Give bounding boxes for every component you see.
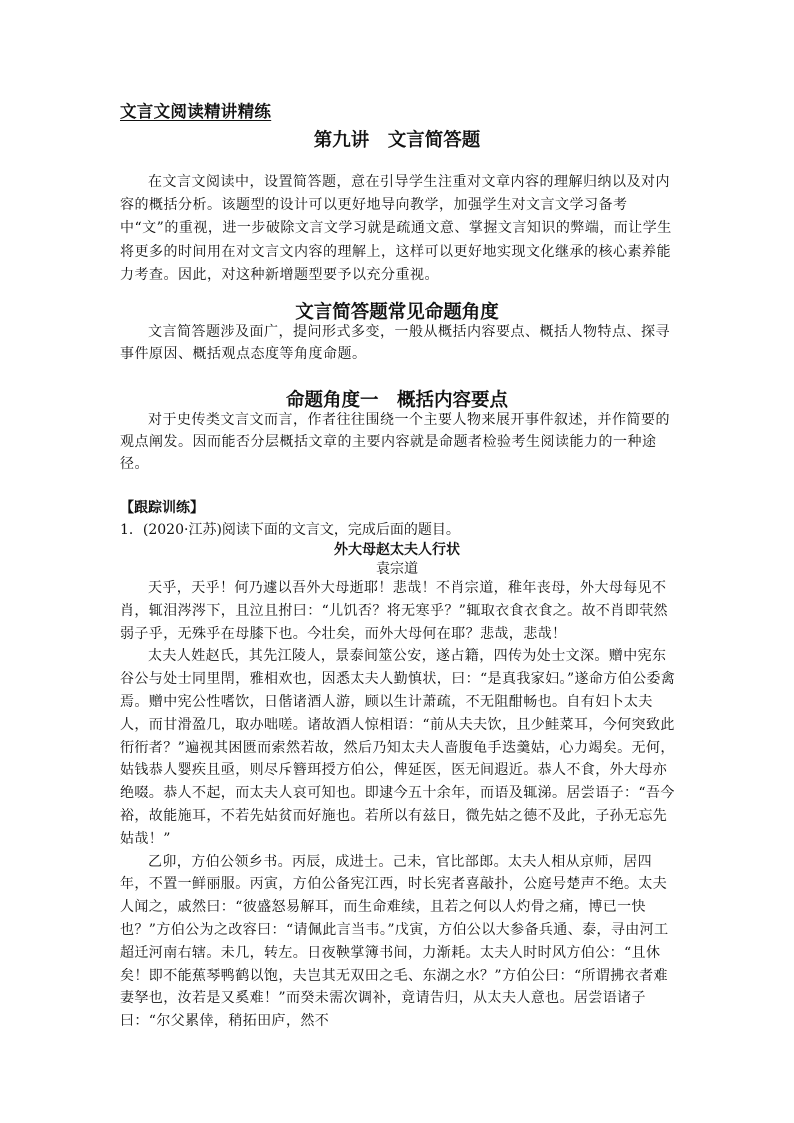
passage-paragraph: 乙卯，方伯公领乡书。丙辰，成进士。己未，官比部郎。太夫人相从京师，居四年，不置一鲜丽服。丙寅，方伯公备宪江西，时长宪者喜敲扑，公庭号楚声不绝。太夫人闻之，戚然曰：“彼盛怒易解耳，而生命难续，且若之何以人灼骨之痛，博已一快也？”方伯公为之改容曰：“请佩此言当韦。”戊寅，方伯公以大参备兵通、泰，寻由河工超迁河南右辖。未几，转左。日夜鞅掌簿书间，力渐耗。太夫人时时风方伯公：“且休矣！即不能蕉琴鸭鹤以饱，夫岂其无双田之毛、东湖之水？”方伯公曰：“所谓拂衣者难妻孥也，汝若是又奚难！”而癸未需次调补，竟请告归，从太夫人意也。居尝语诸子曰：“尔父累倖，稍拓田庐，然不 [120, 853, 669, 1030]
intro-paragraph [120, 171, 680, 287]
section-paragraph [120, 321, 680, 365]
practice-label: 【跟踪训练】 [120, 500, 204, 516]
intro-text: 在文言文阅读中，设置简答题，意在引导学生注重对文章内容的理解归纳以及对内容的概括分析。该题型的设计可以更好地导向教学，加强学生对文言文学习备考中“文”的重视，进一步破除文言文学习就是疏通文意、掌握文言知识的弊端，而让学生将更多的时间用在对文言文内容的理解上，这样可以更好地实现文化继承的核心素养能力考查。因此，对这种新增题型要予以充分重视。 [120, 174, 672, 283]
passage-body [120, 577, 680, 1033]
series-title: 文言文阅读精讲精练 [120, 102, 272, 121]
angle1-paragraph [120, 409, 680, 476]
lecture-title: 第九讲 文言简答题 [313, 130, 481, 151]
question-line: 1．(2020·江苏)阅读下面的文言文，完成后面的题目。 [120, 522, 460, 538]
passage-title: 外大母赵太夫人行状 [334, 542, 460, 558]
angle1-heading: 命题角度一 概括内容要点 [285, 390, 508, 411]
passage-paragraph: 天乎，天乎！何乃遽以吾外大母逝耶！悲哉！不肖宗道，稚年丧母，外大母每见不肖，辄泪涔涔下，且泣且拊曰：“儿饥否？将无寒乎？”辄取衣食衣食之。故不肖即茕然弱子乎，无殊乎在母膝下也。今壮矣，而外大母何在耶？悲哉，悲哉！ [120, 580, 668, 642]
section-heading: 文言简答题常见命题角度 [295, 302, 499, 323]
passage-paragraph: 太夫人姓赵氏，其先江陵人，景泰间筮公安，遂占籍，四传为处士文深。赠中宪东谷公与处士同里閈，雅相欢也，因悉太夫人勤慎状，曰：“是真我家妇。”遂命方伯公委禽焉。赠中宪公性嗜饮，日偕诸酒人游，顾以生计萧疏，不无阻酣畅也。自有妇卜太夫人，而甘滑盈几，取办咄嗟。诸故酒人惊相语：“前从夫夫饮，且少鲑菜耳，今何突致此衎衎者？”遍视其困匮而索然若故，然后乃知太夫人啬腹龟手迭羹姑，心力竭矣。无何，姑钱恭人婴疾且亟，则尽斥簪珥授方伯公，俾延医，医无间遐近。恭人不食，外大母亦绝啜。恭人不起，而太夫人哀可知也。即逮今五十余年，而语及辄涕。居尝语子：“吾今裕，故能施耳，不若先姑贫而好施也。若所以有兹日，微先姑之德不及此，子孙无忘先姑哉！” [120, 648, 676, 847]
angle1-text: 对于史传类文言文而言，作者往往围绕一个主要人物来展开事件叙述，并作简要的观点阐发。因而能否分层概括文章的主要内容就是命题者检验考生阅读能力的一种途径。 [120, 412, 670, 473]
section-text: 文言简答题涉及面广，提问形式多变，一般从概括内容要点、概括人物特点、探寻事件原因、概括观点态度等角度命题。 [120, 324, 670, 363]
passage-author: 袁宗道 [376, 561, 418, 577]
